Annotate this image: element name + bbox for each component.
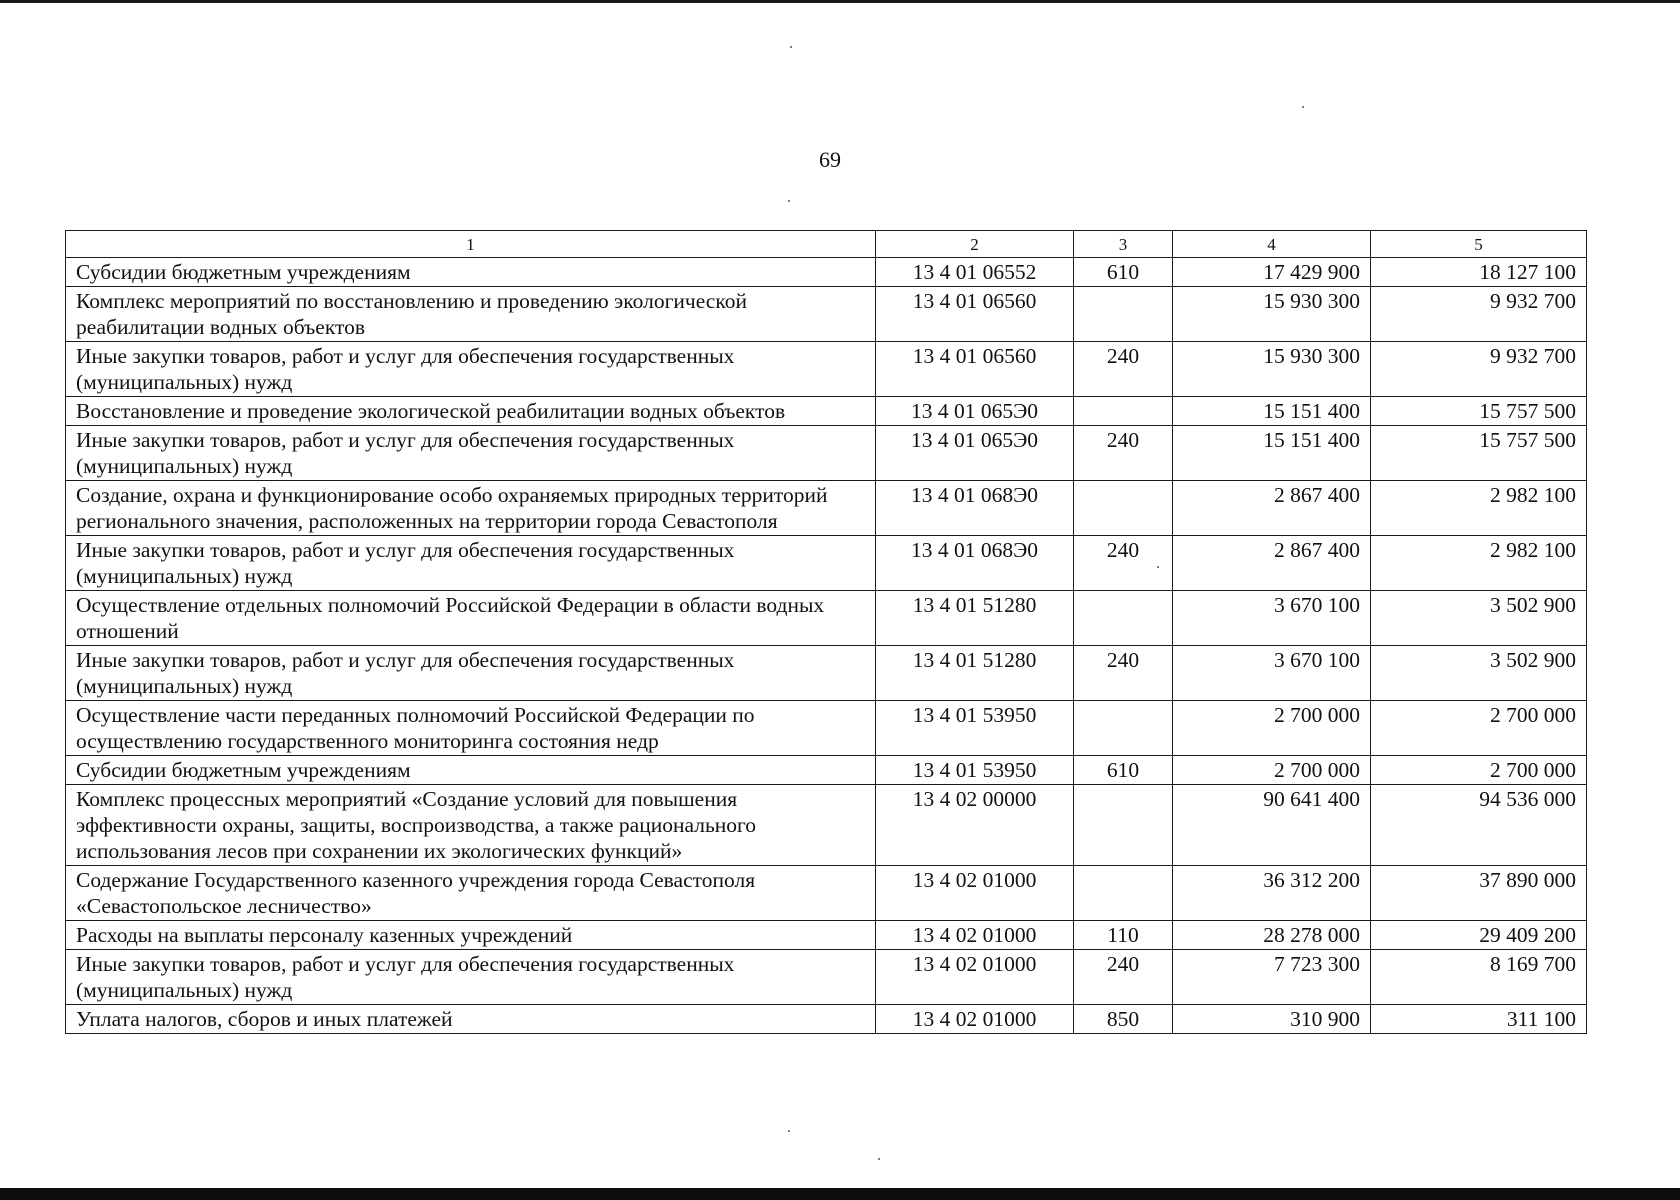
- row-expense-type: 110: [1074, 921, 1173, 950]
- row-code: 13 4 02 01000: [876, 950, 1074, 1005]
- scan-speck: [788, 200, 790, 202]
- row-expense-type: [1074, 397, 1173, 426]
- row-amount-4: 15 151 400: [1173, 426, 1371, 481]
- table-row: [66, 921, 1587, 950]
- table-row: [66, 287, 1587, 342]
- row-code: 13 4 01 068Э0: [876, 481, 1074, 536]
- table-row: [66, 397, 1587, 426]
- row-amount-4: 3 670 100: [1173, 646, 1371, 701]
- budget-table: [65, 230, 1587, 1034]
- row-amount-4: 15 151 400: [1173, 397, 1371, 426]
- row-amount-4: 28 278 000: [1173, 921, 1371, 950]
- row-amount-5: 2 982 100: [1371, 481, 1587, 536]
- header-cell-5: 5: [1371, 231, 1587, 258]
- table-row: [66, 536, 1587, 591]
- row-name: Иные закупки товаров, работ и услуг для обеспечения государственных (муниципальных) нужд: [66, 950, 876, 1005]
- row-amount-5: 8 169 700: [1371, 950, 1587, 1005]
- row-code: 13 4 01 068Э0: [876, 536, 1074, 591]
- row-name: Иные закупки товаров, работ и услуг для обеспечения государственных (муниципальных) нужд: [66, 426, 876, 481]
- scan-bottom-edge: [0, 1188, 1680, 1200]
- row-code: 13 4 01 51280: [876, 646, 1074, 701]
- row-expense-type: [1074, 866, 1173, 921]
- table-row: [66, 481, 1587, 536]
- table-row: [66, 591, 1587, 646]
- row-name: Иные закупки товаров, работ и услуг для обеспечения государственных (муниципальных) нужд: [66, 342, 876, 397]
- row-code: 13 4 01 065Э0: [876, 397, 1074, 426]
- table-row: [66, 950, 1587, 1005]
- row-amount-4: 15 930 300: [1173, 342, 1371, 397]
- row-code: 13 4 01 06560: [876, 342, 1074, 397]
- row-amount-4: 36 312 200: [1173, 866, 1371, 921]
- table-header-row: [66, 231, 1587, 258]
- row-amount-5: 9 932 700: [1371, 342, 1587, 397]
- row-code: 13 4 01 53950: [876, 701, 1074, 756]
- scan-speck: [878, 1158, 880, 1160]
- row-code: 13 4 01 51280: [876, 591, 1074, 646]
- row-expense-type: 850: [1074, 1005, 1173, 1034]
- row-amount-5: 29 409 200: [1371, 921, 1587, 950]
- row-expense-type: 610: [1074, 258, 1173, 287]
- row-name: Комплекс процессных мероприятий «Создание условий для повышения эффективности охраны, защиты, воспроизводства, а также рационального использования лесов при сохранении их экологических функций»: [66, 785, 876, 866]
- row-expense-type: [1074, 701, 1173, 756]
- row-code: 13 4 02 00000: [876, 785, 1074, 866]
- row-amount-4: 2 867 400: [1173, 481, 1371, 536]
- table-row: [66, 426, 1587, 481]
- header-cell-3: 3: [1074, 231, 1173, 258]
- row-amount-5: 37 890 000: [1371, 866, 1587, 921]
- row-code: 13 4 02 01000: [876, 921, 1074, 950]
- row-expense-type: [1074, 287, 1173, 342]
- row-amount-5: 9 932 700: [1371, 287, 1587, 342]
- row-amount-4: 7 723 300: [1173, 950, 1371, 1005]
- row-amount-5: 15 757 500: [1371, 426, 1587, 481]
- row-name: Осуществление части переданных полномочий Российской Федерации по осуществлению государственного мониторинга состояния недр: [66, 701, 876, 756]
- row-name: Содержание Государственного казенного учреждения города Севастополя «Севастопольское лесничество»: [66, 866, 876, 921]
- table-row: [66, 258, 1587, 287]
- row-name: Осуществление отдельных полномочий Российской Федерации в области водных отношений: [66, 591, 876, 646]
- row-code: 13 4 01 065Э0: [876, 426, 1074, 481]
- row-amount-4: 2 700 000: [1173, 701, 1371, 756]
- row-amount-4: 17 429 900: [1173, 258, 1371, 287]
- table-row: [66, 646, 1587, 701]
- row-expense-type: 610: [1074, 756, 1173, 785]
- header-cell-4: 4: [1173, 231, 1371, 258]
- row-amount-5: 94 536 000: [1371, 785, 1587, 866]
- row-code: 13 4 01 53950: [876, 756, 1074, 785]
- row-name: Субсидии бюджетным учреждениям: [66, 258, 876, 287]
- table-row: [66, 1005, 1587, 1034]
- scan-top-edge: [0, 0, 1680, 3]
- scan-speck: [788, 1130, 790, 1132]
- row-amount-5: 2 700 000: [1371, 701, 1587, 756]
- row-amount-5: 2 700 000: [1371, 756, 1587, 785]
- row-expense-type: [1074, 591, 1173, 646]
- table-row: [66, 785, 1587, 866]
- row-amount-4: 3 670 100: [1173, 591, 1371, 646]
- row-amount-5: 18 127 100: [1371, 258, 1587, 287]
- header-cell-1: 1: [66, 231, 876, 258]
- row-expense-type: [1074, 481, 1173, 536]
- row-expense-type: 240: [1074, 950, 1173, 1005]
- row-amount-4: 90 641 400: [1173, 785, 1371, 866]
- row-expense-type: 240: [1074, 426, 1173, 481]
- row-name: Расходы на выплаты персоналу казенных учреждений: [66, 921, 876, 950]
- row-name: Уплата налогов, сборов и иных платежей: [66, 1005, 876, 1034]
- table-row: [66, 866, 1587, 921]
- row-code: 13 4 02 01000: [876, 1005, 1074, 1034]
- row-expense-type: 240: [1074, 646, 1173, 701]
- row-code: 13 4 01 06560: [876, 287, 1074, 342]
- scan-speck: [1302, 106, 1304, 108]
- row-amount-5: 311 100: [1371, 1005, 1587, 1034]
- scan-speck: [790, 46, 792, 48]
- row-name: Восстановление и проведение экологической реабилитации водных объектов: [66, 397, 876, 426]
- row-amount-4: 2 700 000: [1173, 756, 1371, 785]
- row-name: Иные закупки товаров, работ и услуг для обеспечения государственных (муниципальных) нужд: [66, 646, 876, 701]
- row-expense-type: [1074, 785, 1173, 866]
- row-amount-4: 15 930 300: [1173, 287, 1371, 342]
- row-amount-4: 2 867 400: [1173, 536, 1371, 591]
- row-expense-type: 240: [1074, 342, 1173, 397]
- row-code: 13 4 02 01000: [876, 866, 1074, 921]
- table-row: [66, 342, 1587, 397]
- row-name: Субсидии бюджетным учреждениям: [66, 756, 876, 785]
- page-number: 69: [819, 147, 841, 172]
- row-name: Создание, охрана и функционирование особо охраняемых природных территорий регионального значения, расположенных на территории города Севастополя: [66, 481, 876, 536]
- row-expense-type: 240: [1074, 536, 1173, 591]
- row-amount-5: 3 502 900: [1371, 591, 1587, 646]
- row-amount-5: 3 502 900: [1371, 646, 1587, 701]
- row-code: 13 4 01 06552: [876, 258, 1074, 287]
- table-row: [66, 756, 1587, 785]
- table-row: [66, 701, 1587, 756]
- row-name: Иные закупки товаров, работ и услуг для обеспечения государственных (муниципальных) нужд: [66, 536, 876, 591]
- header-cell-2: 2: [876, 231, 1074, 258]
- row-amount-4: 310 900: [1173, 1005, 1371, 1034]
- row-amount-5: 2 982 100: [1371, 536, 1587, 591]
- row-amount-5: 15 757 500: [1371, 397, 1587, 426]
- row-name: Комплекс мероприятий по восстановлению и проведению экологической реабилитации водных объектов: [66, 287, 876, 342]
